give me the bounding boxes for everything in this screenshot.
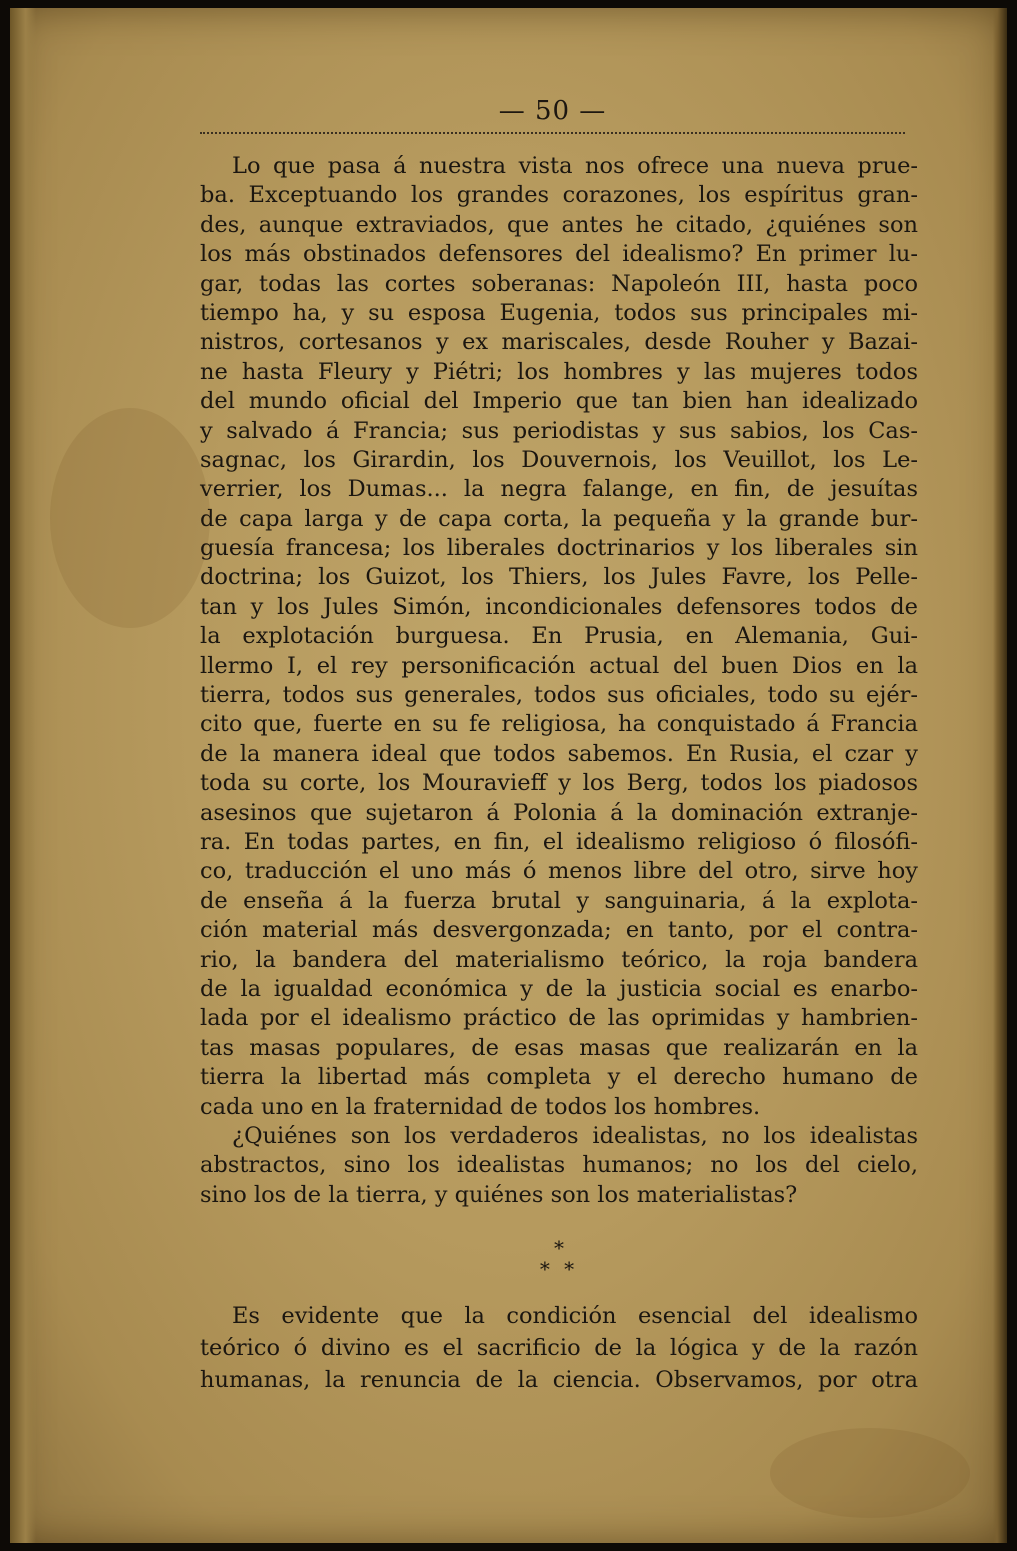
text-line: tierra la libertad más completa y el derecho humano de bbox=[200, 1064, 918, 1091]
text-line: cada uno en la fraternidad de todos los hombres. bbox=[200, 1093, 761, 1120]
text-line: del mundo oficial del Imperio que tan bien han idealizado bbox=[200, 388, 918, 415]
text-line: de enseña á la fuerza brutal y sanguinaria, á la explota- bbox=[200, 887, 918, 914]
text-line: verrier, los Dumas... la negra falange, en fin, de jesuítas bbox=[200, 476, 918, 503]
text-line: ¿Quiénes son los verdaderos idealistas, no los idealistas bbox=[232, 1122, 918, 1149]
text-line: ba. Exceptuando los grandes corazones, los espíritus gran- bbox=[200, 182, 918, 209]
paragraph-3 bbox=[200, 1300, 918, 1396]
text-line: toda su corte, los Mouravieff y los Berg, todos los piadosos bbox=[200, 770, 918, 797]
text-line: tan y los Jules Simón, incondicionales defensores todos de bbox=[200, 593, 918, 620]
text-line: de la igualdad económica y de la justicia social es enarbo- bbox=[200, 975, 918, 1002]
text-line: ra. En todas partes, en fin, el idealismo religioso ó filosófi- bbox=[200, 828, 918, 855]
page-right-edge bbox=[993, 8, 1007, 1543]
text-line: tiempo ha, y su esposa Eugenia, todos sus principales mi- bbox=[200, 299, 918, 326]
text-line: Lo que pasa á nuestra vista nos ofrece una nueva prue- bbox=[232, 153, 918, 179]
asterisk-top: * bbox=[554, 1236, 564, 1260]
text-line: rio, la bandera del materialismo teórico, la roja bandera bbox=[200, 946, 918, 973]
text-line: abstractos, sino los idealistas humanos; no los del cielo, bbox=[200, 1152, 918, 1179]
text-line: ción material más desvergonzada; en tanto, por el contra- bbox=[200, 917, 918, 944]
header-rule bbox=[200, 132, 905, 134]
text-line: tierra, todos sus generales, todos sus oficiales, todo su ejér- bbox=[200, 682, 918, 709]
text-line: co, traducción el uno más ó menos libre del otro, sirve hoy bbox=[200, 858, 918, 885]
text-line: tas masas populares, de esas masas que realizarán en la bbox=[200, 1034, 918, 1061]
section-ornament bbox=[200, 1238, 918, 1284]
paper-stain bbox=[50, 408, 210, 628]
text-line: humanas, la renuncia de la ciencia. Observamos, por otra bbox=[200, 1367, 918, 1393]
text-line: sino los de la tierra, y quiénes son los materialistas? bbox=[200, 1181, 798, 1208]
text-line: sagnac, los Girardin, los Douvernois, los Veuillot, los Le- bbox=[200, 446, 918, 473]
page-header bbox=[200, 96, 905, 136]
text-line: cito que, fuerte en su fe religiosa, ha conquistado á Francia bbox=[200, 711, 918, 738]
text-line: nistros, cortesanos y ex mariscales, desde Rouher y Bazai- bbox=[200, 329, 918, 356]
text-line: de la manera ideal que todos sabemos. En Rusia, el czar y bbox=[200, 740, 918, 767]
asterisk-bottom: * * bbox=[539, 1257, 579, 1281]
paragraph-1 bbox=[200, 152, 918, 1210]
text-line: la explotación burguesa. En Prusia, en Alemania, Gui- bbox=[200, 623, 918, 650]
text-line: asesinos que sujetaron á Polonia á la dominación extranje- bbox=[200, 799, 918, 826]
text-line: guesía francesa; los liberales doctrinarios y los liberales sin bbox=[200, 535, 918, 562]
text-line: teórico ó divino es el sacrificio de la lógica y de la razón bbox=[200, 1335, 918, 1361]
text-line: ne hasta Fleury y Piétri; los hombres y las mujeres todos bbox=[200, 358, 918, 385]
text-line: y salvado á Francia; sus periodistas y sus sabios, los Cas- bbox=[200, 417, 918, 444]
text-line: Es evidente que la condición esencial del idealismo bbox=[232, 1303, 918, 1329]
page-left-edge bbox=[10, 8, 36, 1543]
text-line: gar, todas las cortes soberanas: Napoleón III, hasta poco bbox=[200, 270, 918, 297]
text-line: los más obstinados defensores del idealismo? En primer lu- bbox=[200, 241, 918, 268]
page-number: — 50 — bbox=[498, 96, 607, 126]
text-line: llermo I, el rey personificación actual del buen Dios en la bbox=[200, 652, 918, 679]
paper-stain bbox=[770, 1428, 970, 1518]
text-line: doctrina; los Guizot, los Thiers, los Jules Favre, los Pelle- bbox=[200, 564, 918, 591]
text-line: de capa larga y de capa corta, la pequeña y la grande bur- bbox=[200, 505, 918, 532]
text-line: des, aunque extraviados, que antes he citado, ¿quiénes son bbox=[200, 211, 918, 238]
text-line: lada por el idealismo práctico de las oprimidas y hambrien- bbox=[200, 1005, 918, 1032]
